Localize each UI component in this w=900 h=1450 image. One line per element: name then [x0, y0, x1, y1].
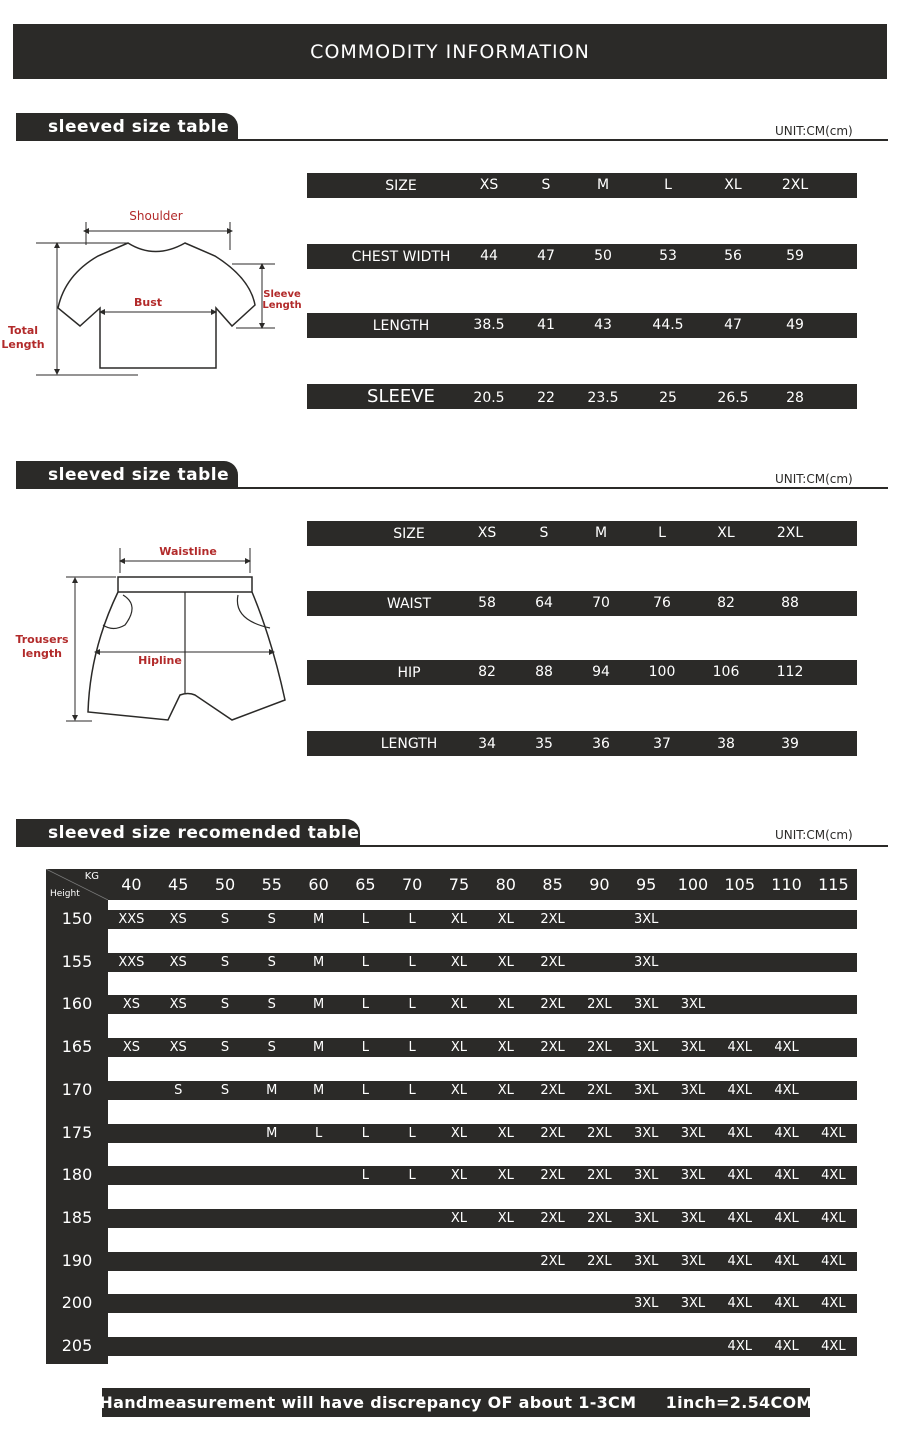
height-label-cell: 185: [61, 1207, 93, 1227]
recommend-size-cell: XL: [450, 912, 468, 927]
recommend-size-cell: M: [312, 1082, 325, 1098]
recommend-size-cell: XL: [497, 954, 514, 970]
section1-tab: [16, 113, 238, 140]
recommend-size-cell: 4XL: [774, 1040, 799, 1056]
recommend-size-cell: 3XL: [633, 1168, 659, 1184]
row-label: HIP: [397, 664, 421, 681]
recommend-size-cell: S: [220, 912, 230, 927]
recommend-size-cell: XS: [169, 1040, 187, 1056]
recommend-size-cell: 3XL: [633, 997, 659, 1013]
size-value-cell: XL: [724, 177, 742, 193]
size-value-cell: 106: [712, 664, 740, 680]
size-value-cell: 39: [781, 736, 799, 752]
size-value-cell: 34: [478, 736, 496, 752]
recommend-size-cell: 4XL: [774, 1168, 799, 1184]
recommend-size-cell: 3XL: [680, 1210, 706, 1226]
height-label: Height: [50, 889, 80, 899]
row-label: SIZE: [385, 177, 417, 194]
recommend-size-cell: M: [312, 997, 325, 1013]
recommend-size-cell: XL: [450, 1125, 468, 1141]
recommend-size-cell: 2XL: [540, 1040, 565, 1056]
size-value-cell: 49: [786, 317, 804, 333]
recommend-size-cell: XL: [497, 1168, 514, 1184]
recommend-size-cell: XL: [497, 912, 514, 927]
kg-header-cell: 95: [635, 875, 657, 894]
row-label: SIZE: [393, 525, 425, 542]
recommend-size-cell: 3XL: [680, 1296, 706, 1312]
section2-tab: [16, 461, 238, 488]
recommend-size-cell: 4XL: [727, 1296, 752, 1312]
recommend-size-cell: M: [312, 954, 325, 970]
page-header: [13, 24, 887, 79]
recommend-size-cell: XL: [497, 1082, 514, 1098]
recommend-size-cell: L: [314, 1125, 323, 1141]
size-value-cell: L: [658, 525, 666, 541]
recommend-size-cell: L: [408, 1125, 416, 1141]
recommend-size-cell: L: [408, 997, 416, 1013]
size-value-cell: 70: [592, 595, 610, 611]
size-value-cell: 22: [537, 390, 555, 406]
section1-divider: [16, 139, 888, 141]
recommend-size-cell: S: [220, 1082, 230, 1098]
size-value-cell: 36: [592, 736, 610, 752]
recommend-size-cell: M: [312, 1040, 325, 1056]
recommend-row: [108, 1166, 857, 1185]
kg-header-cell: 55: [261, 875, 282, 894]
size-value-cell: 43: [594, 317, 612, 333]
height-label-cell: 205: [61, 1336, 93, 1355]
section1-tab-label: sleeved size table: [48, 116, 230, 137]
size-value-cell: 94: [592, 664, 610, 680]
recommend-size-cell: 2XL: [587, 1082, 612, 1098]
recommend-size-cell: 2XL: [587, 1040, 612, 1056]
recommend-size-cell: 3XL: [633, 1296, 659, 1312]
recommend-size-cell: 4XL: [774, 1296, 799, 1312]
recommend-size-cell: XL: [450, 1210, 468, 1226]
height-label-cell: 150: [61, 909, 93, 928]
recommend-size-cell: XL: [497, 1040, 514, 1056]
recommend-size-cell: L: [361, 912, 369, 927]
recommend-size-cell: 4XL: [774, 1125, 799, 1141]
section3-tab: [16, 819, 360, 846]
size-value-cell: 41: [537, 317, 555, 333]
recommend-row: [108, 1081, 857, 1100]
header-corner: [46, 869, 108, 900]
size-value-cell: 88: [535, 664, 553, 680]
kg-label: KG: [84, 871, 99, 882]
recommend-size-cell: 2XL: [587, 997, 612, 1013]
recommend-row: [108, 1209, 857, 1228]
recommend-size-cell: S: [267, 997, 276, 1013]
size-value-cell: 26.5: [717, 390, 749, 406]
recommend-size-cell: L: [408, 912, 416, 927]
recommend-size-cell: S: [220, 954, 230, 970]
recommend-size-cell: 4XL: [727, 1253, 752, 1269]
row-label: SLEEVE: [367, 386, 435, 407]
height-label-cell: 200: [61, 1293, 93, 1313]
recommend-size-cell: 2XL: [587, 1125, 612, 1141]
height-label-cell: 180: [61, 1165, 93, 1185]
size-value-cell: 112: [776, 664, 804, 680]
recommend-header-row: [46, 869, 857, 900]
kg-header-cell: 60: [308, 875, 329, 894]
total-length-label: Total Length: [1, 324, 45, 351]
recommend-size-cell: XXS: [118, 912, 145, 927]
size-value-cell: 64: [535, 595, 553, 611]
recommend-size-cell: L: [361, 1040, 369, 1056]
recommend-row: [108, 1252, 857, 1271]
recommend-size-cell: XL: [450, 1168, 468, 1184]
recommend-size-cell: 2XL: [540, 1125, 565, 1141]
size-value-cell: 35: [535, 736, 553, 752]
recommend-size-cell: 4XL: [727, 1210, 752, 1226]
recommend-size-cell: 4XL: [821, 1253, 846, 1269]
kg-header-cell: 45: [168, 875, 189, 894]
recommend-size-cell: 3XL: [680, 1082, 706, 1098]
kg-header-cell: 105: [724, 875, 756, 894]
size-value-cell: 82: [717, 595, 735, 611]
height-label-cell: 170: [61, 1079, 93, 1099]
hipline-label: Hipline: [138, 654, 182, 667]
kg-header-cell: 90: [589, 875, 610, 894]
size-value-cell: 50: [594, 248, 612, 264]
kg-header-cell: 100: [677, 875, 709, 894]
recommend-size-cell: 4XL: [727, 1125, 752, 1141]
recommend-size-cell: 3XL: [633, 1082, 659, 1098]
recommend-size-cell: L: [408, 1082, 416, 1098]
size-value-cell: 58: [478, 595, 496, 611]
recommend-size-cell: 4XL: [774, 1253, 799, 1269]
recommend-size-cell: 4XL: [821, 1210, 846, 1226]
kg-header-cell: 85: [542, 875, 563, 894]
size-value-cell: 47: [724, 317, 742, 333]
recommend-row: [108, 1337, 857, 1356]
size-value-cell: 23.5: [587, 390, 619, 406]
row-label: WAIST: [386, 595, 432, 612]
recommend-size-cell: 4XL: [727, 1168, 752, 1184]
recommend-size-cell: 2XL: [540, 912, 565, 927]
size-value-cell: XS: [477, 525, 497, 541]
shoulder-label: Shoulder: [129, 209, 183, 223]
recommend-size-cell: L: [361, 1082, 369, 1098]
recommend-size-cell: 2XL: [540, 1253, 565, 1269]
recommend-size-cell: S: [174, 1082, 183, 1098]
size-value-cell: 2XL: [776, 525, 804, 541]
recommend-size-cell: 3XL: [633, 1253, 659, 1269]
size-value-cell: 59: [786, 248, 804, 264]
size-value-cell: 88: [781, 595, 799, 611]
recommend-size-cell: 4XL: [821, 1168, 846, 1184]
recommend-row: [108, 1124, 857, 1143]
recommend-size-cell: XL: [497, 1125, 514, 1141]
recommend-size-cell: 3XL: [680, 1040, 706, 1056]
size-value-cell: 28: [786, 390, 804, 406]
size-value-cell: 20.5: [473, 390, 505, 406]
size-value-cell: XL: [717, 525, 735, 541]
sleeve-length-label: Sleeve Length: [262, 289, 302, 311]
recommend-size-cell: XL: [450, 1040, 468, 1056]
size-value-cell: S: [541, 177, 551, 193]
waistline-label: Waistline: [159, 545, 217, 558]
recommend-size-cell: L: [408, 954, 416, 970]
recommend-size-cell: 2XL: [540, 1168, 565, 1184]
recommend-size-cell: 3XL: [680, 1125, 706, 1141]
recommend-size-cell: 4XL: [821, 1296, 846, 1312]
recommend-size-cell: L: [361, 1125, 369, 1141]
recommend-size-cell: 2XL: [587, 1210, 612, 1226]
section2-tab-label: sleeved size table: [48, 464, 230, 485]
recommend-size-cell: XS: [122, 997, 140, 1013]
recommend-size-cell: 3XL: [680, 997, 706, 1013]
size-value-cell: L: [664, 177, 672, 193]
height-label-cell: 175: [61, 1122, 93, 1142]
trousers-length-label: Trousers length: [15, 633, 69, 660]
size-value-cell: 82: [478, 664, 496, 680]
recommend-size-cell: XS: [169, 997, 187, 1013]
size-value-cell: 44.5: [652, 317, 684, 333]
size-value-cell: 47: [537, 248, 555, 264]
kg-header-cell: 80: [495, 875, 516, 894]
recommend-row: [108, 1294, 857, 1313]
recommend-size-cell: L: [408, 1040, 416, 1056]
recommend-size-cell: XL: [497, 997, 514, 1013]
recommend-size-cell: L: [408, 1168, 416, 1184]
recommend-size-cell: XL: [450, 954, 468, 970]
recommend-size-cell: 3XL: [633, 912, 659, 927]
footer-note-text: Handmeasurement will have discrepancy OF about 1-3CM 1inch=2.54COM: [99, 1393, 813, 1412]
recommend-size-cell: 4XL: [727, 1040, 752, 1056]
recommend-size-cell: M: [312, 912, 325, 927]
section2-unit: UNIT:CM(cm): [775, 472, 853, 486]
size-value-cell: 37: [653, 736, 671, 752]
recommend-size-cell: 3XL: [633, 954, 659, 970]
recommend-size-cell: 3XL: [680, 1253, 706, 1269]
recommend-size-cell: 2XL: [540, 954, 565, 970]
recommend-row: [108, 995, 857, 1014]
row-label: LENGTH: [372, 317, 430, 334]
section1-unit: UNIT:CM(cm): [775, 124, 853, 138]
size-value-cell: M: [596, 177, 610, 193]
recommend-size-cell: S: [267, 954, 276, 970]
recommend-size-cell: XS: [169, 954, 187, 970]
recommend-size-cell: 4XL: [774, 1210, 799, 1226]
recommend-size-cell: 2XL: [540, 997, 565, 1013]
recommend-size-cell: 2XL: [540, 1082, 565, 1098]
recommend-size-cell: 4XL: [774, 1339, 799, 1354]
recommend-size-cell: 3XL: [680, 1168, 706, 1184]
kg-header-cell: 70: [402, 875, 423, 894]
size-value-cell: 100: [648, 664, 676, 680]
recommend-size-cell: XL: [450, 1082, 468, 1098]
kg-header-cell: 50: [214, 875, 236, 894]
recommend-row: [108, 1038, 857, 1057]
recommend-size-cell: S: [220, 1040, 230, 1056]
recommend-size-cell: M: [266, 1125, 278, 1141]
height-label-cell: 190: [61, 1250, 93, 1270]
recommend-row: [108, 910, 857, 929]
height-label-cell: 160: [61, 994, 93, 1014]
recommend-row: [108, 953, 857, 972]
recommend-size-cell: 2XL: [540, 1210, 565, 1226]
recommend-size-cell: 3XL: [633, 1040, 659, 1056]
recommend-size-cell: 2XL: [587, 1253, 612, 1269]
section3-divider: [16, 845, 888, 847]
recommend-size-cell: L: [361, 997, 369, 1013]
recommend-size-cell: XS: [169, 912, 187, 927]
kg-header-cell: 110: [771, 875, 802, 894]
size-value-cell: 38.5: [473, 317, 505, 333]
bust-label: Bust: [133, 296, 163, 309]
height-label-cell: 165: [61, 1037, 93, 1057]
recommend-size-cell: XXS: [118, 954, 145, 970]
recommend-size-cell: 4XL: [774, 1082, 799, 1098]
size-value-cell: 25: [659, 390, 677, 406]
shorts-outline: [88, 577, 285, 720]
recommend-size-cell: XS: [122, 1040, 140, 1056]
recommend-size-cell: 4XL: [821, 1339, 846, 1354]
height-label-cell: 155: [61, 951, 93, 971]
size-value-cell: 76: [653, 595, 671, 611]
recommend-size-cell: 3XL: [633, 1125, 659, 1141]
row-label: LENGTH: [380, 735, 438, 752]
recommend-size-cell: 4XL: [727, 1082, 752, 1098]
size-value-cell: 2XL: [781, 177, 809, 193]
recommend-size-cell: 3XL: [633, 1210, 659, 1226]
size-value-cell: S: [539, 525, 549, 541]
recommend-size-cell: 4XL: [821, 1125, 846, 1141]
footer-note: [99, 1388, 813, 1417]
recommend-size-cell: XL: [450, 997, 468, 1013]
recommend-size-cell: 2XL: [587, 1168, 612, 1184]
recommend-size-cell: S: [267, 912, 276, 927]
kg-header-cell: 40: [121, 875, 142, 894]
recommend-size-cell: XL: [497, 1210, 514, 1226]
recommend-size-cell: S: [220, 997, 230, 1013]
recommend-size-cell: L: [361, 954, 369, 970]
kg-header-cell: 75: [448, 875, 470, 894]
section3-unit: UNIT:CM(cm): [775, 828, 853, 842]
size-value-cell: M: [594, 525, 608, 541]
kg-header-cell: 65: [355, 875, 376, 894]
row-label: CHEST WIDTH: [351, 248, 451, 265]
kg-header-cell: 115: [818, 875, 849, 894]
recommend-size-cell: S: [267, 1040, 276, 1056]
recommend-size-cell: M: [266, 1082, 278, 1098]
section2-divider: [16, 487, 888, 489]
size-value-cell: 53: [659, 248, 677, 264]
size-value-cell: 38: [717, 736, 735, 752]
size-value-cell: XS: [479, 177, 499, 193]
recommend-size-cell: 4XL: [727, 1339, 752, 1354]
size-value-cell: 44: [480, 248, 498, 264]
size-value-cell: 56: [724, 248, 742, 264]
page-title: COMMODITY INFORMATION: [310, 40, 590, 63]
section3-tab-label: sleeved size recomended table: [48, 822, 360, 843]
recommend-size-cell: L: [361, 1168, 369, 1184]
